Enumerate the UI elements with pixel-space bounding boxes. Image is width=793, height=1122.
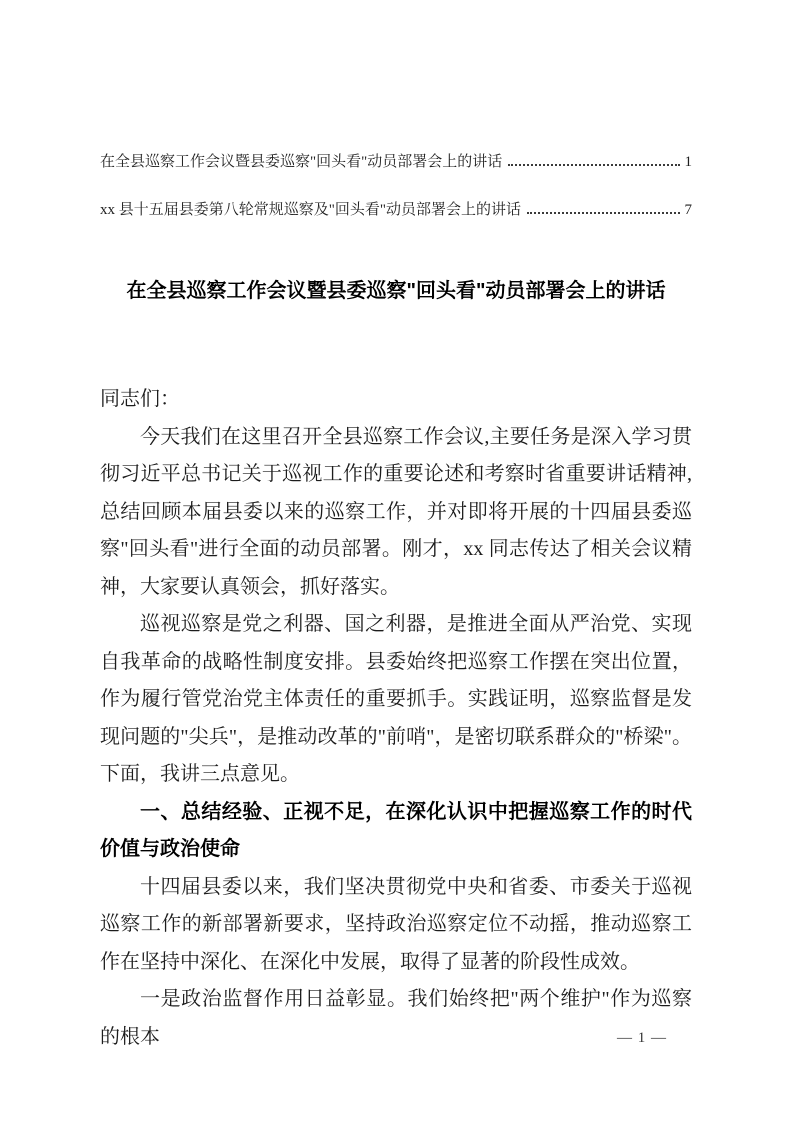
body-paragraph: 十四届县委以来，我们坚决贯彻党中央和省委、市委关于巡视巡察工作的新部署新要求，坚持政治巡察定位不动摇，推动巡察工作在坚持中深化、在深化中发展，取得了显著的阶段性成效。 [100,875,692,973]
body-paragraph: 巡视巡察是党之利器、国之利器，是推进全面从严治党、实现自我革命的战略性制度安排。县委始终把巡察工作摆在突出位置，作为履行管党治党主体责任的重要抓手。实践证明，巡察监督是发现问题的"尖兵"，是推动改革的"前哨"，是密切联系群众的"桥梁"。下面，我讲三点意见。 [100,613,692,785]
toc-entry-page-number: 1 [684,154,692,170]
salutation-paragraph: 同志们： [100,388,180,410]
toc-entry[interactable] [100,152,692,172]
toc-dotted-leader [527,212,680,214]
document-title: 在全县巡察工作会议暨县委巡察"回头看"动员部署会上的讲话 [126,280,666,302]
table-of-contents [100,0,692,220]
toc-entry[interactable] [100,200,692,220]
section-heading: 一、总结经验、正视不足，在深化认识中把握巡察工作的时代价值与政治使命 [100,800,692,860]
body-paragraph: 一是政治监督作用日益彰显。我们始终把"两个维护"作为巡察的根本 [100,988,692,1048]
page-number: — 1 — [617,1030,667,1046]
toc-entry-title: xx 县十五届县委第八轮常规巡察及"回头看"动员部署会上的讲话 [100,202,521,218]
toc-entry-page-number: 7 [684,202,692,218]
toc-entry-title: 在全县巡察工作会议暨县委巡察"回头看"动员部署会上的讲话 [100,154,503,170]
body-paragraph: 今天我们在这里召开全县巡察工作会议,主要任务是深入学习贯彻习近平总书记关于巡视工作的重要论述和考察时省重要讲话精神,总结回顾本届县委以来的巡察工作，并对即将开展的十四届县委巡察"回头看"进行全面的动员部署。刚才，xx 同志传达了相关会议精神，大家要认真领会，抓好落实。 [100,425,692,598]
toc-dotted-leader [508,164,679,166]
document-body [100,381,692,1056]
